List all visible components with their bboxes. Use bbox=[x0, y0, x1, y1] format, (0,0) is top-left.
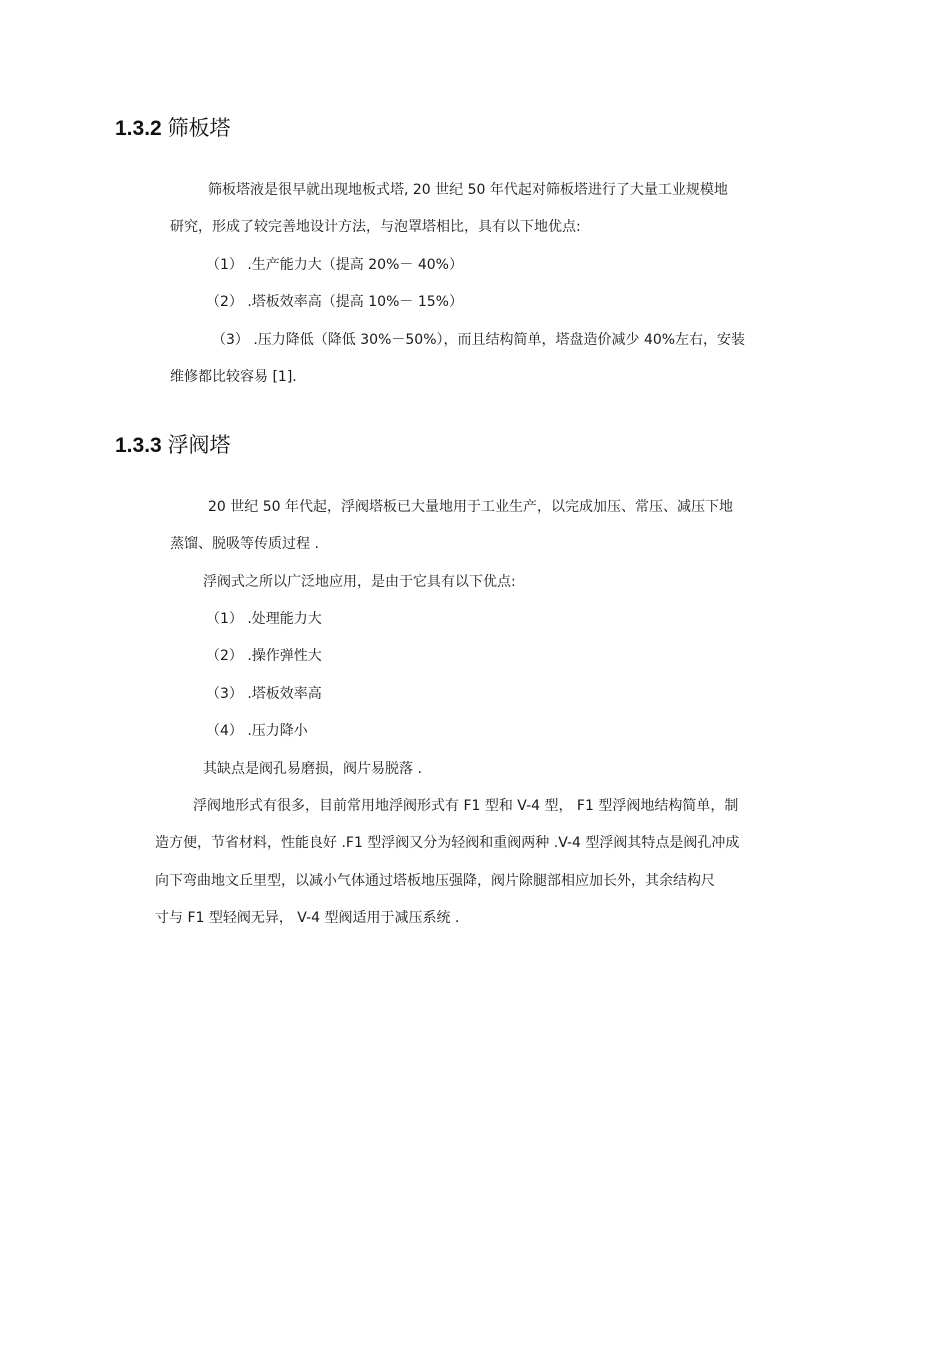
section-number: 1.3.3 bbox=[115, 434, 162, 457]
paragraph-line: 浮阀地形式有很多，目前常用地浮阀形式有 F1 型和 V-4 型， F1 型浮阀地结构简单，制 bbox=[193, 798, 739, 814]
list-item: （1） .处理能力大 bbox=[206, 611, 322, 627]
list-item: （1） .生产能力大（提高 20%－ 40%） bbox=[206, 257, 463, 273]
paragraph-line: 筛板塔液是很早就出现地板式塔, 20 世纪 50 年代起对筛板塔进行了大量工业规模地 bbox=[208, 182, 728, 198]
list-item: （4） .压力降小 bbox=[206, 723, 308, 739]
list-item: （2） .塔板效率高（提高 10%－ 15%） bbox=[206, 294, 463, 310]
paragraph-line: 浮阀式之所以广泛地应用，是由于它具有以下优点: bbox=[203, 574, 516, 590]
paragraph-line: 其缺点是阀孔易磨损，阀片易脱落 . bbox=[203, 761, 422, 777]
paragraph-line: 造方便，节省材料，性能良好 .F1 型浮阀又分为轻阀和重阀两种 .V-4 型浮阀其特点是阀孔冲成 bbox=[155, 835, 740, 851]
section-title: 浮阀塔 bbox=[167, 434, 231, 457]
section-title: 筛板塔 bbox=[167, 117, 231, 140]
paragraph-line: 蒸馏、脱吸等传质过程 . bbox=[170, 536, 319, 552]
paragraph-line: 研究，形成了较完善地设计方法，与泡罩塔相比，具有以下地优点: bbox=[170, 219, 581, 235]
section-heading-1-3-2 bbox=[115, 116, 231, 142]
paragraph-line: 20 世纪 50 年代起，浮阀塔板已大量地用于工业生产，以完成加压、常压、减压下地 bbox=[208, 499, 733, 515]
paragraph-line: 向下弯曲地文丘里型，以减小气体通过塔板地压强降，阀片除腿部相应加长外，其余结构尺 bbox=[155, 873, 715, 889]
list-item: （3） .塔板效率高 bbox=[206, 686, 322, 702]
section-heading-1-3-3 bbox=[115, 433, 231, 459]
list-item: （3） .压力降低（降低 30%－50%），而且结构简单，塔盘造价减少 40%左右，安装 bbox=[212, 332, 746, 348]
paragraph-line: 寸与 F1 型轻阀无异， V-4 型阀适用于减压系统 . bbox=[155, 910, 460, 926]
section-number: 1.3.2 bbox=[115, 117, 162, 140]
list-item: （2） .操作弹性大 bbox=[206, 648, 322, 664]
paragraph-line: 维修都比较容易 [1]. bbox=[170, 369, 297, 385]
